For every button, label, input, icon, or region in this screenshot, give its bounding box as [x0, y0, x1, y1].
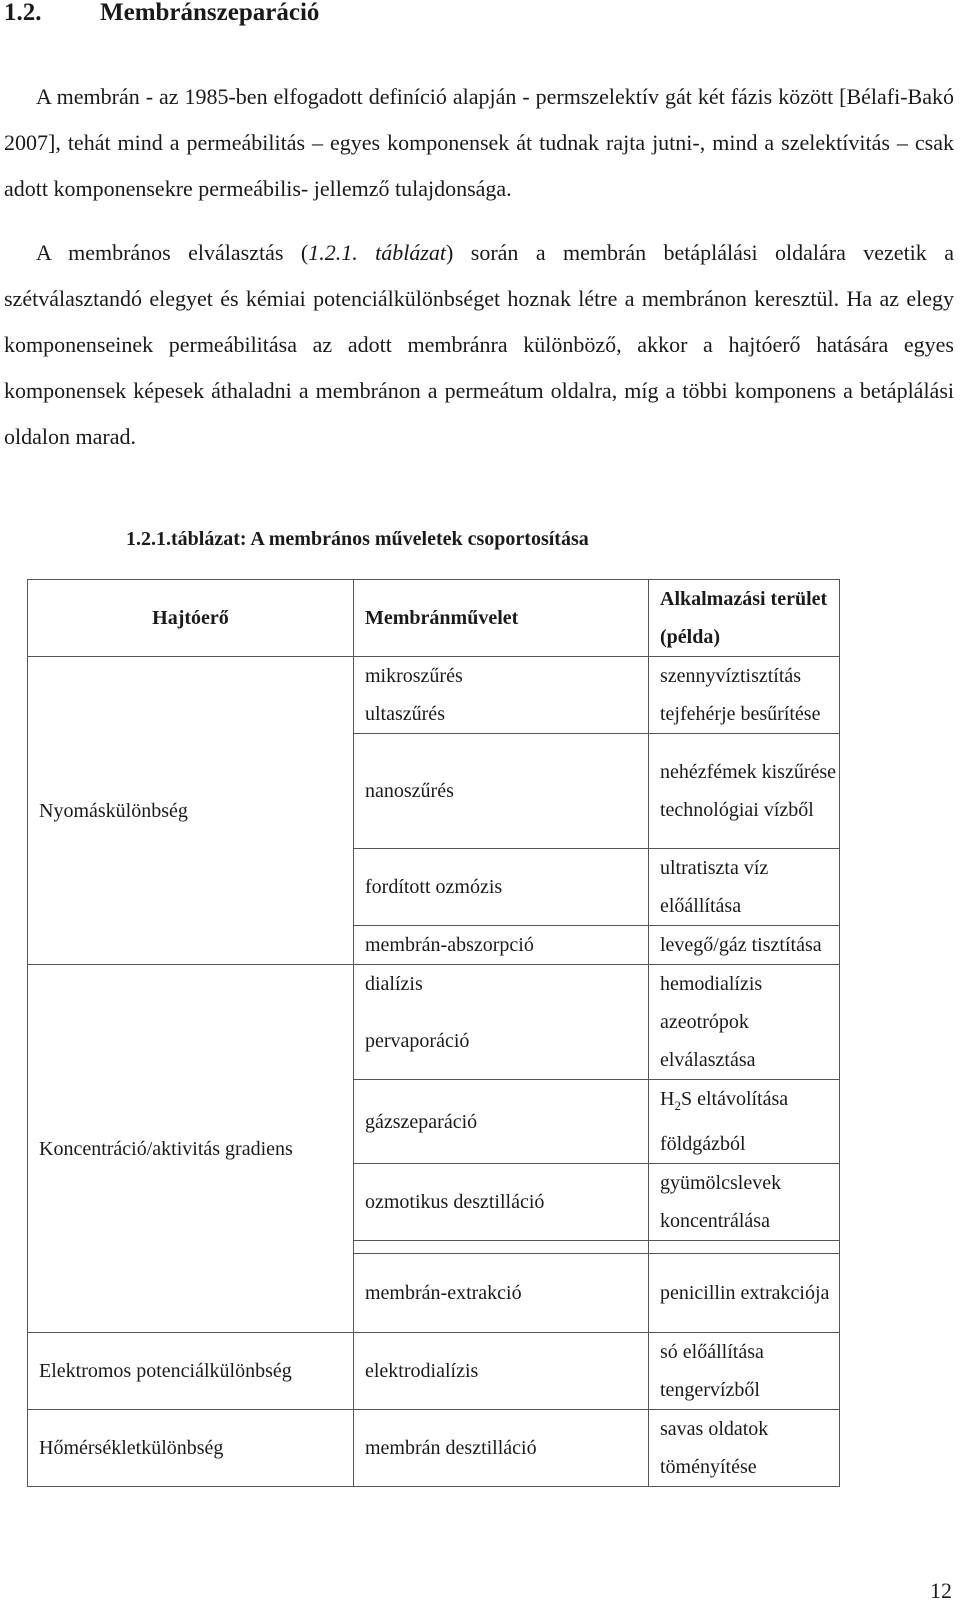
table-row [28, 1333, 840, 1410]
group-concentration: Koncentráció/aktivitás gradiens [28, 965, 354, 1333]
application-cell: nehézfémek kiszűrése technológiai vízből [649, 734, 840, 849]
operation-cell: dialízis [354, 965, 649, 1004]
operation-cell: nanoszűrés [354, 734, 649, 849]
application-cell: hemodialízis [649, 965, 840, 1004]
header-application: Alkalmazási terület (példa) [649, 580, 840, 657]
section-number: 1.2. [4, 0, 42, 26]
section-heading [4, 0, 319, 30]
paragraph-definition: A membrán - az 1985-ben elfogadott definíció alapján - permszelektív gát két fázis között [Bélafi-Bakó 2007], tehát mind a permeábilitás – egyes komponensek át tudnak rajta jutni-, mind a szelektívitás – csak adott komponensekre permeábilis- jellemző tulajdonsága. [4, 84, 954, 201]
operation-cell: ozmotikus desztilláció [354, 1164, 649, 1241]
application-cell: gyümölcslevek koncentrálása [649, 1164, 840, 1241]
table-row [28, 657, 840, 696]
application-cell: szennyvíztisztítás [649, 657, 840, 696]
operation-cell: mikroszűrés [354, 657, 649, 696]
group-temperature: Hőmérsékletkülönbség [28, 1410, 354, 1487]
application-cell: ultratiszta víz előállítása [649, 849, 840, 926]
group-electric: Elektromos potenciálkülönbség [28, 1333, 354, 1410]
operation-cell: membrán-extrakció [354, 1254, 649, 1333]
page-number: 12 [930, 1578, 952, 1603]
paragraph-text-start: A membrános elválasztás ( [36, 240, 309, 265]
application-cell: tejfehérje besűrítése [649, 695, 840, 734]
table-row [28, 965, 840, 1004]
operation-cell: gázszeparáció [354, 1080, 649, 1164]
header-driving-force: Hajtóerő [28, 580, 354, 657]
paragraph-separation [4, 230, 954, 460]
application-cell: só előállítása tengervízből [649, 1333, 840, 1410]
h2s-formula-subscript: 2 [674, 1098, 681, 1113]
h2s-formula-h: H [660, 1088, 675, 1110]
operation-cell: pervaporáció [354, 1003, 649, 1080]
paragraph-text-end: ) során a membrán betáplálási oldalára vezetik a szétválasztandó elegyet és kémiai potenciálkülönbséget hoznak létre a membránon keresztül. Ha az elegy komponenseinek permeábilitása az adott membránra különböző, akkor a hajtóerő hatására egyes komponensek képesek áthaladni a membránon a permeátum oldalra, míg a többi komponens a betáplálási oldalon marad. [4, 240, 954, 449]
h2s-formula-rest: S eltávolítása földgázból [660, 1088, 789, 1155]
operation-cell: fordított ozmózis [354, 849, 649, 926]
operation-cell: membrán desztilláció [354, 1410, 649, 1487]
table-header-row [28, 580, 840, 657]
section-title: Membránszeparáció [100, 0, 320, 26]
operation-spacer [354, 1241, 649, 1254]
application-cell: levegő/gáz tisztítása [649, 926, 840, 965]
table-caption: 1.2.1.táblázat: A membrános műveletek csoportosítása [126, 528, 589, 550]
header-operation: Membránművelet [354, 580, 649, 657]
application-spacer [649, 1241, 840, 1254]
application-cell: savas oldatok töményítése [649, 1410, 840, 1487]
application-cell: azeotrópok elválasztása [649, 1003, 840, 1080]
application-cell: penicillin extrakciója [649, 1254, 840, 1333]
group-pressure: Nyomáskülönbség [28, 657, 354, 965]
operation-cell: ultaszűrés [354, 695, 649, 734]
table-row [28, 1410, 840, 1487]
membrane-operations-table [27, 579, 840, 1487]
operation-cell: membrán-abszorpció [354, 926, 649, 965]
table-reference: 1.2.1. táblázat [308, 240, 447, 265]
operation-cell: elektrodialízis [354, 1333, 649, 1410]
application-cell [649, 1080, 840, 1164]
